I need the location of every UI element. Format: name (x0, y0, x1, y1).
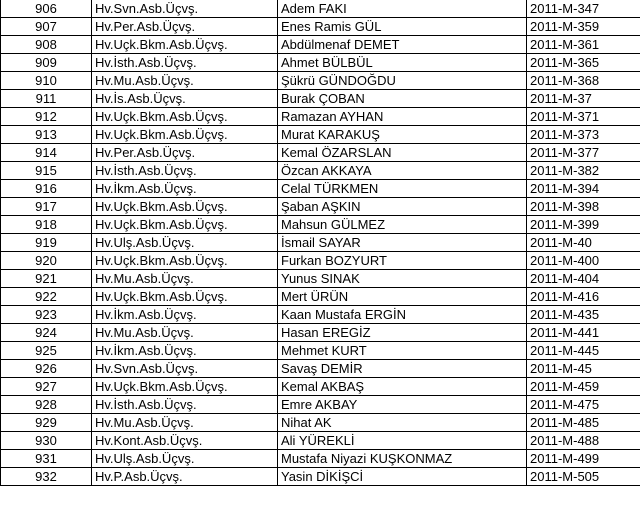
rank-cell: Hv.İsth.Asb.Üçvş. (92, 162, 278, 180)
rank-cell: Hv.İkm.Asb.Üçvş. (92, 180, 278, 198)
rank-cell: Hv.P.Asb.Üçvş. (92, 468, 278, 486)
table-row (1, 36, 640, 54)
row-number-cell: 914 (1, 144, 92, 162)
rank-cell: Hv.Per.Asb.Üçvş. (92, 144, 278, 162)
registry-code-cell: 2011-M-382 (527, 162, 640, 180)
row-number-cell: 925 (1, 342, 92, 360)
registry-code-cell: 2011-M-445 (527, 342, 640, 360)
row-number-cell: 917 (1, 198, 92, 216)
rank-cell: Hv.Ulş.Asb.Üçvş. (92, 234, 278, 252)
person-name-cell: Mahsun GÜLMEZ (278, 216, 527, 234)
person-name-cell: Mert ÜRÜN (278, 288, 527, 306)
person-name-cell: Emre AKBAY (278, 396, 527, 414)
table-body (1, 0, 640, 486)
row-number-cell: 923 (1, 306, 92, 324)
registry-code-cell: 2011-M-347 (527, 0, 640, 18)
row-number-cell: 912 (1, 108, 92, 126)
person-name-cell: Murat KARAKUŞ (278, 126, 527, 144)
table-row (1, 342, 640, 360)
table-row (1, 18, 640, 36)
row-number-cell: 909 (1, 54, 92, 72)
rank-cell: Hv.Svn.Asb.Üçvş. (92, 0, 278, 18)
person-name-cell: Yunus SINAK (278, 270, 527, 288)
registry-code-cell: 2011-M-37 (527, 90, 640, 108)
table-row (1, 306, 640, 324)
table-row (1, 108, 640, 126)
registry-code-cell: 2011-M-459 (527, 378, 640, 396)
row-number-cell: 927 (1, 378, 92, 396)
row-number-cell: 910 (1, 72, 92, 90)
rank-cell: Hv.İkm.Asb.Üçvş. (92, 342, 278, 360)
rank-cell: Hv.Uçk.Bkm.Asb.Üçvş. (92, 108, 278, 126)
row-number-cell: 919 (1, 234, 92, 252)
rank-cell: Hv.Ulş.Asb.Üçvş. (92, 450, 278, 468)
person-name-cell: Nihat AK (278, 414, 527, 432)
table-row (1, 288, 640, 306)
registry-code-cell: 2011-M-361 (527, 36, 640, 54)
table-row (1, 252, 640, 270)
row-number-cell: 913 (1, 126, 92, 144)
registry-code-cell: 2011-M-441 (527, 324, 640, 342)
row-number-cell: 928 (1, 396, 92, 414)
registry-code-cell: 2011-M-485 (527, 414, 640, 432)
row-number-cell: 907 (1, 18, 92, 36)
row-number-cell: 931 (1, 450, 92, 468)
person-name-cell: Özcan AKKAYA (278, 162, 527, 180)
rank-cell: Hv.Per.Asb.Üçvş. (92, 18, 278, 36)
registry-code-cell: 2011-M-435 (527, 306, 640, 324)
rank-cell: Hv.Uçk.Bkm.Asb.Üçvş. (92, 216, 278, 234)
row-number-cell: 929 (1, 414, 92, 432)
person-name-cell: Ramazan AYHAN (278, 108, 527, 126)
table-row (1, 126, 640, 144)
person-name-cell: Şükrü GÜNDOĞDU (278, 72, 527, 90)
rank-cell: Hv.Mu.Asb.Üçvş. (92, 414, 278, 432)
rank-cell: Hv.Mu.Asb.Üçvş. (92, 324, 278, 342)
registry-code-cell: 2011-M-394 (527, 180, 640, 198)
registry-code-cell: 2011-M-371 (527, 108, 640, 126)
registry-code-cell: 2011-M-475 (527, 396, 640, 414)
table-row (1, 414, 640, 432)
table-row (1, 72, 640, 90)
rank-cell: Hv.Uçk.Bkm.Asb.Üçvş. (92, 36, 278, 54)
person-name-cell: Burak ÇOBAN (278, 90, 527, 108)
table-row (1, 378, 640, 396)
rank-cell: Hv.Uçk.Bkm.Asb.Üçvş. (92, 378, 278, 396)
registry-code-cell: 2011-M-40 (527, 234, 640, 252)
person-name-cell: Hasan EREGİZ (278, 324, 527, 342)
row-number-cell: 908 (1, 36, 92, 54)
registry-code-cell: 2011-M-45 (527, 360, 640, 378)
person-name-cell: Ali YÜREKLİ (278, 432, 527, 450)
person-name-cell: Mustafa Niyazi KUŞKONMAZ (278, 450, 527, 468)
table-row (1, 396, 640, 414)
rank-cell: Hv.Mu.Asb.Üçvş. (92, 72, 278, 90)
registry-code-cell: 2011-M-488 (527, 432, 640, 450)
row-number-cell: 924 (1, 324, 92, 342)
table-row (1, 180, 640, 198)
registry-code-cell: 2011-M-365 (527, 54, 640, 72)
table-row (1, 450, 640, 468)
rank-cell: Hv.İsth.Asb.Üçvş. (92, 54, 278, 72)
row-number-cell: 918 (1, 216, 92, 234)
person-name-cell: Kemal AKBAŞ (278, 378, 527, 396)
row-number-cell: 920 (1, 252, 92, 270)
person-name-cell: Furkan BOZYURT (278, 252, 527, 270)
row-number-cell: 921 (1, 270, 92, 288)
table-row (1, 198, 640, 216)
person-name-cell: Ahmet BÜLBÜL (278, 54, 527, 72)
row-number-cell: 932 (1, 468, 92, 486)
rank-cell: Hv.Svn.Asb.Üçvş. (92, 360, 278, 378)
row-number-cell: 930 (1, 432, 92, 450)
row-number-cell: 926 (1, 360, 92, 378)
row-number-cell: 906 (1, 0, 92, 18)
table-row (1, 162, 640, 180)
table-row (1, 0, 640, 18)
row-number-cell: 911 (1, 90, 92, 108)
table-row (1, 324, 640, 342)
table-row (1, 234, 640, 252)
registry-code-cell: 2011-M-368 (527, 72, 640, 90)
rank-cell: Hv.Kont.Asb.Üçvş. (92, 432, 278, 450)
registry-code-cell: 2011-M-399 (527, 216, 640, 234)
person-name-cell: Adem FAKI (278, 0, 527, 18)
rank-cell: Hv.Uçk.Bkm.Asb.Üçvş. (92, 288, 278, 306)
rank-cell: Hv.Uçk.Bkm.Asb.Üçvş. (92, 252, 278, 270)
rank-cell: Hv.Uçk.Bkm.Asb.Üçvş. (92, 198, 278, 216)
rank-cell: Hv.İsth.Asb.Üçvş. (92, 396, 278, 414)
registry-code-cell: 2011-M-373 (527, 126, 640, 144)
registry-code-cell: 2011-M-377 (527, 144, 640, 162)
person-name-cell: Mehmet KURT (278, 342, 527, 360)
rank-cell: Hv.Mu.Asb.Üçvş. (92, 270, 278, 288)
table-row (1, 432, 640, 450)
row-number-cell: 915 (1, 162, 92, 180)
registry-code-cell: 2011-M-416 (527, 288, 640, 306)
registry-code-cell: 2011-M-398 (527, 198, 640, 216)
table-row (1, 54, 640, 72)
row-number-cell: 916 (1, 180, 92, 198)
table-row (1, 144, 640, 162)
registry-code-cell: 2011-M-359 (527, 18, 640, 36)
person-name-cell: Kemal ÖZARSLAN (278, 144, 527, 162)
registry-code-cell: 2011-M-499 (527, 450, 640, 468)
row-number-cell: 922 (1, 288, 92, 306)
registry-code-cell: 2011-M-505 (527, 468, 640, 486)
table-row (1, 90, 640, 108)
registry-code-cell: 2011-M-404 (527, 270, 640, 288)
rank-cell: Hv.İkm.Asb.Üçvş. (92, 306, 278, 324)
person-name-cell: İsmail SAYAR (278, 234, 527, 252)
person-name-cell: Yasin DİKİŞCİ (278, 468, 527, 486)
person-name-cell: Savaş DEMİR (278, 360, 527, 378)
table-row (1, 216, 640, 234)
person-name-cell: Enes Ramis GÜL (278, 18, 527, 36)
person-name-cell: Kaan Mustafa ERGİN (278, 306, 527, 324)
person-name-cell: Şaban AŞKIN (278, 198, 527, 216)
rank-cell: Hv.Uçk.Bkm.Asb.Üçvş. (92, 126, 278, 144)
table-row (1, 360, 640, 378)
rank-cell: Hv.İs.Asb.Üçvş. (92, 90, 278, 108)
table-row (1, 468, 640, 486)
person-name-cell: Celal TÜRKMEN (278, 180, 527, 198)
registry-code-cell: 2011-M-400 (527, 252, 640, 270)
person-name-cell: Abdülmenaf DEMET (278, 36, 527, 54)
table-row (1, 270, 640, 288)
